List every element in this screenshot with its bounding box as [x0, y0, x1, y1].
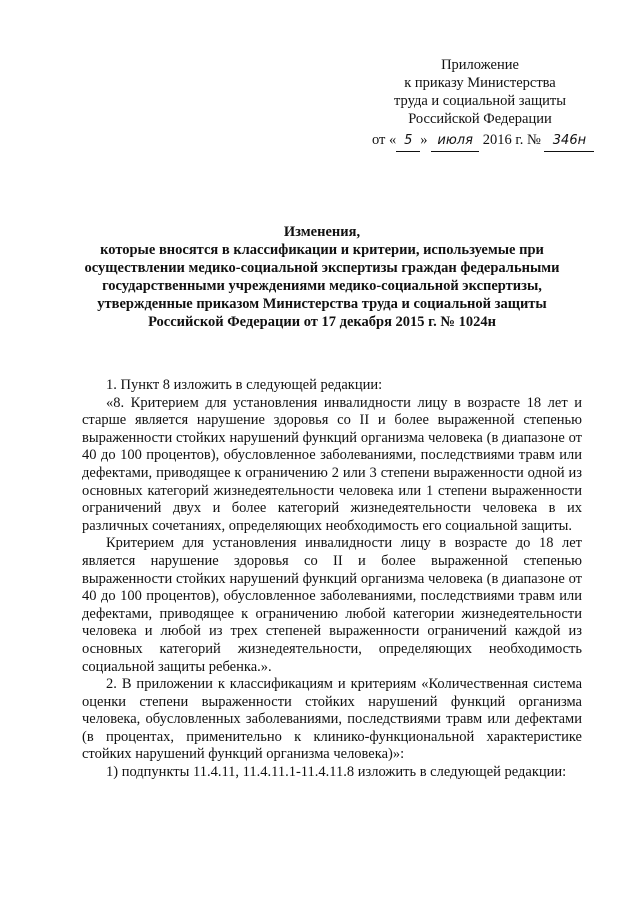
paragraph: 1) подпункты 11.4.11, 11.4.11.1-11.4.11.8 изложить в следующей редакции: [106, 764, 567, 781]
order-reference [372, 130, 622, 152]
paragraph: Критерием для установления инвалидности лицу в возрасте до 18 лет является нарушение здоровья со II и более выраженной степенью выраженности стойких нарушений функций организма человека (в диапазоне от 40 до 100 процентов), обусловленное заболеваниями, последствиями травм или дефектами, приводящее к ограничению любой категории жизнедеятельности человека и любой из трех степеней выраженности ограничений каждой из основных категорий жизнедеятельности, определяющих необходимость социальной защиты ребенка.». [82, 535, 582, 675]
document-body [82, 377, 582, 782]
appendix-line: Приложение [441, 57, 519, 73]
appendix-line: к приказу Министерства [404, 75, 556, 91]
document-title [62, 223, 582, 331]
title-heading: Изменения, [283, 224, 361, 240]
order-number: 346н [544, 131, 594, 152]
paragraph: 1. Пункт 8 изложить в следующей редакции: [106, 377, 383, 393]
appendix-line: труда и социальной защиты [394, 93, 566, 109]
order-prefix: от « [372, 132, 397, 148]
order-day: 5 [396, 131, 420, 152]
paragraph: 2. В приложении к классификациям и критериям «Количественная система оценки степени выраженности стойких нарушений функций организма человека, обусловленных заболеваниями, последствиями травм или дефектами (в процентах, применительно к клинико-функциональной характеристике стойких нарушений функций организма человека)»: [82, 676, 582, 763]
order-year: 2016 г. № [482, 132, 541, 148]
appendix-line: Российской Федерации [408, 111, 552, 127]
title-subtitle: которые вносятся в классификации и критерии, используемые при осуществлении медико-социальной экспертизы граждан федеральными государственными учреждениями медико-социальной экспертизы, утвержденные приказом Министерства труда и социальной защиты Российской Федерации от 17 декабря 2015 г. № 1024н [84, 242, 560, 330]
order-mid: » [420, 132, 428, 148]
order-month: июля [431, 131, 479, 152]
appendix-header [360, 56, 600, 128]
paragraph: «8. Критерием для установления инвалидности лицу в возрасте 18 лет и старше является нарушение здоровья со II и более выраженной степенью выраженности стойких нарушений функций организма человека (в диапазоне от 40 до 100 процентов), обусловленное заболеваниями, последствиями травм или дефектами, приводящее к ограничению 2 или 3 степени выраженности одной из основных категорий жизнедеятельности человека или 1 степени выраженности ограничений двух и более категорий жизнедеятельности человека в их различных сочетаниях, определяющих необходимость его социальной защиты. [82, 394, 582, 534]
